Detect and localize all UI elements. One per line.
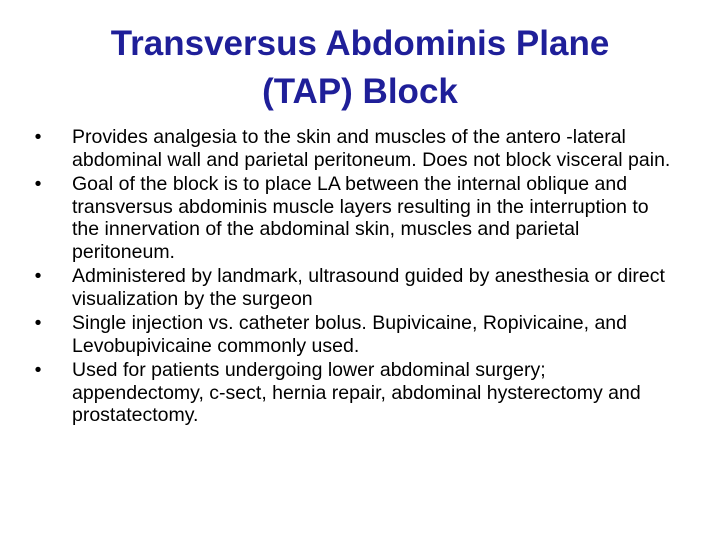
bullet-text: Used for patients undergoing lower abdominal surgery; appendectomy, c-sect, hernia repair, abdominal hysterectomy and prostatectomy. — [72, 359, 641, 426]
slide-title — [40, 20, 680, 116]
bullet-list — [30, 126, 680, 429]
bullet-text: Administered by landmark, ultrasound guided by anesthesia or direct visualization by the surgeon — [72, 265, 665, 310]
bullet-text: Provides analgesia to the skin and muscles of the antero -lateral abdominal wall and parietal peritoneum. Does not block visceral pain. — [72, 126, 671, 171]
bullet-dot: • — [34, 173, 42, 195]
bullet-dot: • — [34, 359, 42, 381]
bullet-item — [30, 265, 680, 310]
slide-title-line-1: Transversus Abdominis Plane — [110, 24, 610, 63]
bullet-item — [30, 173, 680, 263]
bullet-dot: • — [34, 265, 42, 287]
slide-title-line-2: (TAP) Block — [262, 72, 458, 111]
bullet-dot: • — [34, 126, 42, 148]
bullet-item — [30, 359, 680, 427]
bullet-item — [30, 126, 680, 171]
bullet-text: Goal of the block is to place LA between the internal oblique and transversus abdominis muscle layers resulting in the interruption to the innervation of the abdominal skin, muscles and parietal peritoneum. — [72, 173, 649, 263]
bullet-item — [30, 312, 680, 357]
bullet-dot: • — [34, 312, 42, 334]
bullet-text: Single injection vs. catheter bolus. Bupivicaine, Ropivicaine, and Levobupivicaine commonly used. — [72, 312, 627, 357]
